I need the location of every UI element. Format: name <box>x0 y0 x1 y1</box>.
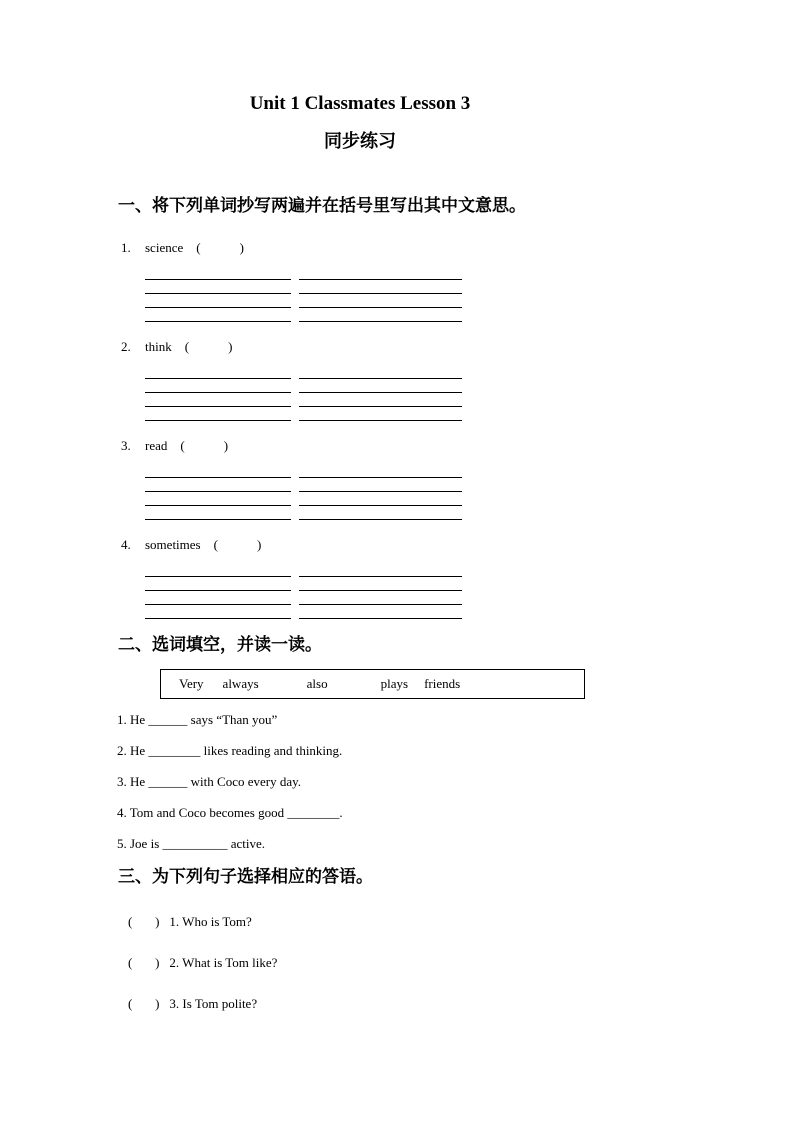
item-number: 3. <box>121 438 131 453</box>
item-word: read <box>145 438 168 453</box>
answer-brackets: ( ) <box>128 955 160 970</box>
word-label-row <box>121 338 793 355</box>
word-label-row <box>121 536 793 553</box>
question-text: 1. Who is Tom? <box>169 914 252 929</box>
writing-lines-left <box>145 464 291 520</box>
word-bank-box <box>160 669 585 699</box>
writing-line <box>299 605 462 619</box>
question-text: 3. Is Tom polite? <box>169 996 258 1011</box>
writing-line <box>145 393 291 407</box>
section-fill-blanks <box>0 635 793 852</box>
writing-lines-right <box>299 464 462 520</box>
writing-lines-right <box>299 365 462 421</box>
item-word: think <box>145 339 172 354</box>
word-copy-item <box>0 338 793 421</box>
writing-line <box>145 506 291 520</box>
word-copy-item <box>0 437 793 520</box>
word-bank-word: plays <box>380 676 409 691</box>
writing-line <box>145 294 291 308</box>
word-bank-word: Very <box>179 676 204 691</box>
item-word: science <box>145 240 184 255</box>
writing-line <box>299 407 462 421</box>
fill-in-sentence: 5. Joe is __________ active. <box>117 836 266 851</box>
writing-line <box>145 407 291 421</box>
fill-in-sentence: 1. He ______ says “Than you” <box>117 712 278 727</box>
writing-line <box>299 506 462 520</box>
section3-heading: 三、为下列句子选择相应的答语。 <box>118 867 373 887</box>
meaning-brackets: ( ) <box>180 438 229 453</box>
writing-line <box>299 393 462 407</box>
writing-line <box>145 563 291 577</box>
fill-in-sentence: 3. He ______ with Coco every day. <box>117 774 302 789</box>
writing-line <box>299 464 462 478</box>
page-title: Unit 1 Classmates Lesson 3 <box>249 93 471 114</box>
writing-line <box>299 308 462 322</box>
answer-question <box>128 955 793 971</box>
writing-line <box>299 365 462 379</box>
writing-line <box>145 605 291 619</box>
writing-lines-left <box>145 266 291 322</box>
answer-brackets: ( ) <box>128 914 160 929</box>
writing-lines <box>145 464 793 520</box>
writing-line <box>145 266 291 280</box>
page-subtitle: 同步练习 <box>324 131 396 152</box>
item-number: 2. <box>121 339 131 354</box>
answer-question <box>128 996 793 1012</box>
word-copy-list <box>0 239 793 619</box>
writing-line <box>299 492 462 506</box>
writing-line <box>299 280 462 294</box>
meaning-brackets: ( ) <box>184 339 233 354</box>
writing-lines-left <box>145 563 291 619</box>
word-bank-word: friends <box>424 676 461 691</box>
word-label-row <box>121 437 793 454</box>
answer-question <box>128 914 793 930</box>
writing-line <box>145 492 291 506</box>
meaning-brackets: ( ) <box>213 537 262 552</box>
writing-line <box>145 308 291 322</box>
section-match-answers <box>0 867 793 1012</box>
writing-line <box>145 478 291 492</box>
writing-lines <box>145 266 793 322</box>
answer-question-list <box>128 914 793 1012</box>
writing-lines-left <box>145 365 291 421</box>
fill-in-sentence: 4. Tom and Coco becomes good ________. <box>117 805 343 820</box>
item-number: 1. <box>121 240 131 255</box>
writing-line <box>299 591 462 605</box>
writing-line <box>299 294 462 308</box>
section2-heading: 二、选词填空，并读一读。 <box>118 635 322 655</box>
writing-lines <box>145 563 793 619</box>
answer-brackets: ( ) <box>128 996 160 1011</box>
writing-lines <box>145 365 793 421</box>
item-word: sometimes <box>145 537 201 552</box>
writing-line <box>145 464 291 478</box>
word-label-row <box>121 239 793 256</box>
word-bank-word: also <box>306 676 328 691</box>
writing-line <box>145 365 291 379</box>
writing-line <box>299 577 462 591</box>
writing-line <box>145 280 291 294</box>
word-copy-item <box>0 239 793 322</box>
writing-lines-right <box>299 563 462 619</box>
writing-line <box>145 379 291 393</box>
word-copy-item <box>0 536 793 619</box>
writing-line <box>299 379 462 393</box>
item-number: 4. <box>121 537 131 552</box>
writing-line <box>299 266 462 280</box>
fill-sentence-list <box>117 712 793 852</box>
meaning-brackets: ( ) <box>196 240 244 255</box>
writing-line <box>299 563 462 577</box>
word-bank-word: always <box>222 676 259 691</box>
writing-lines-right <box>299 266 462 322</box>
section-copy-words <box>0 196 793 619</box>
fill-in-sentence: 2. He ________ likes reading and thinking. <box>117 743 343 758</box>
writing-line <box>145 591 291 605</box>
section1-heading: 一、将下列单词抄写两遍并在括号里写出其中文意思。 <box>118 196 526 216</box>
writing-line <box>145 577 291 591</box>
question-text: 2. What is Tom like? <box>169 955 278 970</box>
writing-line <box>299 478 462 492</box>
